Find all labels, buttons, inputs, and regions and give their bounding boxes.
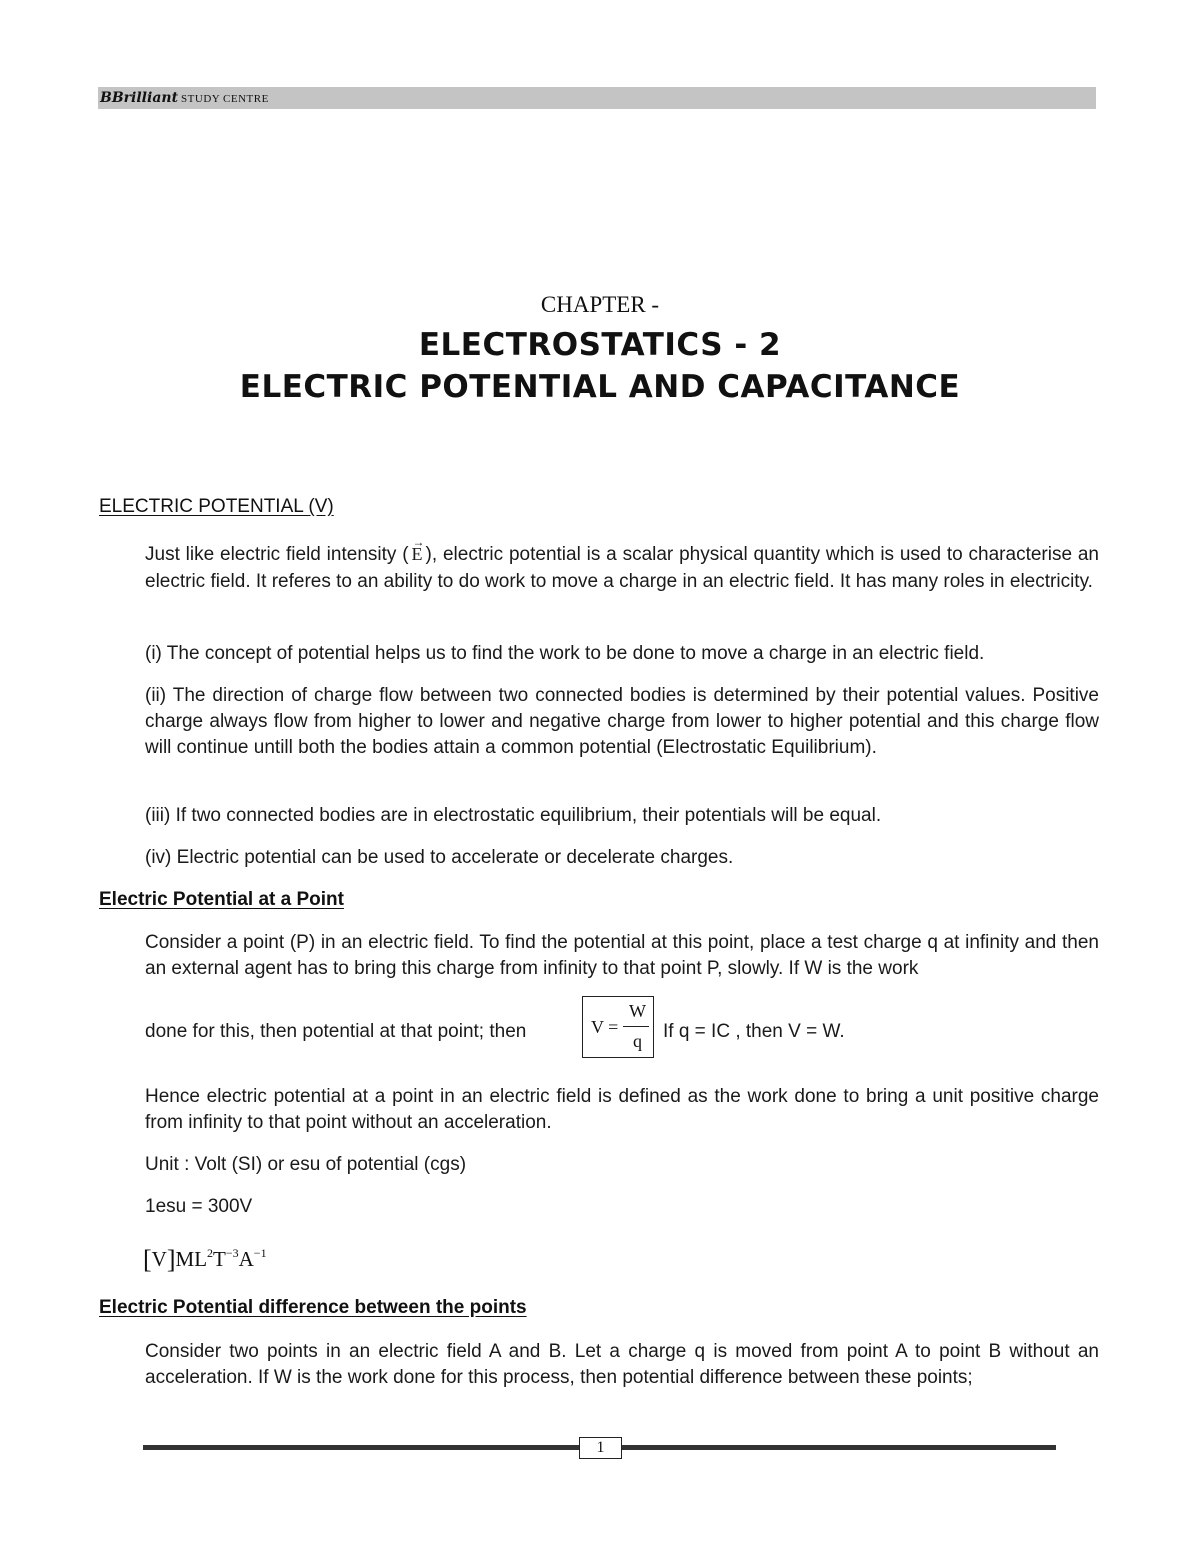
dim-t: T bbox=[213, 1247, 226, 1271]
formula-after-text: If q = IC , then V = W. bbox=[663, 1021, 845, 1042]
dim-base: ML bbox=[175, 1247, 208, 1271]
formula-denominator: q bbox=[633, 1031, 642, 1051]
unit-line: Unit : Volt (SI) or esu of potential (cgs) bbox=[145, 1154, 467, 1175]
paragraph-point-intro: Consider a point (P) in an electric field. To find the potential at this point, place a test charge q at infinity and then an external agent has to bring this charge from infinity to that point P, slowly. If W is the work bbox=[145, 932, 1099, 979]
fraction-bar bbox=[623, 1026, 649, 1027]
chapter-label: CHAPTER - bbox=[540, 292, 660, 317]
page-number: 1 bbox=[579, 1437, 622, 1459]
paragraph-definition: Hence electric potential at a point in an electric field is defined as the work done to bring a unit positive charge from infinity to that point without an acceleration. bbox=[145, 1086, 1099, 1133]
list-item-1: (i) The concept of potential helps us to find the work to be done to move a charge in an electric field. bbox=[145, 643, 985, 664]
dim-exp-l: 2 bbox=[207, 1246, 214, 1260]
dim-symbol: V bbox=[151, 1247, 167, 1271]
potential-formula-box bbox=[582, 996, 654, 1058]
paragraph-intro bbox=[145, 535, 1099, 595]
dim-a: A bbox=[238, 1247, 254, 1271]
dim-exp-a: −1 bbox=[253, 1246, 267, 1260]
bracket-open: [ bbox=[143, 1245, 152, 1274]
section-heading-potential-difference: Electric Potential difference between the points bbox=[99, 1297, 527, 1318]
dimensional-formula bbox=[143, 1245, 267, 1275]
list-item-3: (iii) If two connected bodies are in electrostatic equilibrium, their potentials will be equal. bbox=[145, 805, 882, 826]
electric-field-vector-symbol bbox=[409, 535, 426, 568]
formula-lead-text: done for this, then potential at that point; then bbox=[145, 1021, 527, 1042]
section-heading-electric-potential: ELECTRIC POTENTIAL (V) bbox=[99, 496, 334, 517]
bracket-close: ] bbox=[166, 1245, 176, 1274]
brand-logo: BBrilliant bbox=[100, 90, 179, 106]
dim-exp-t: −3 bbox=[225, 1246, 239, 1260]
formula-numerator: W bbox=[629, 1001, 646, 1021]
paragraph-difference: Consider two points in an electric field A and B. Let a charge q is moved from point A to point B without an acceleration. If W is the work done for this process, then potential difference between these points; bbox=[145, 1341, 1099, 1388]
intro-text-after: ), electric potential is a scalar physical quantity which is used to characterise an electric field. It referes to an ability to do work to move a charge in an electric field. It has many roles in electricity. bbox=[145, 544, 1099, 592]
conversion-line: 1esu = 300V bbox=[145, 1196, 253, 1217]
list-item-2: (ii) The direction of charge flow between two connected bodies is determined by their potential values. Positive charge always flow from higher to lower and negative charge from lower to higher potential and this charge flow will continue untill both the bodies attain a common potential (Electrostatic Equilibrium). bbox=[145, 685, 1099, 758]
section-heading-potential-at-point: Electric Potential at a Point bbox=[99, 889, 344, 910]
chapter-title-line2: ELECTRIC POTENTIAL AND CAPACITANCE bbox=[239, 369, 961, 405]
formula-lhs: V = bbox=[591, 1017, 619, 1037]
list-item-4: (iv) Electric potential can be used to accelerate or decelerate charges. bbox=[145, 847, 734, 868]
brand bbox=[100, 89, 269, 107]
vector-letter: E bbox=[411, 544, 423, 564]
vector-arrow-icon: → bbox=[412, 535, 425, 549]
brand-tagline: STUDY CENTRE bbox=[181, 93, 269, 105]
chapter-title-line1: ELECTROSTATICS - 2 bbox=[418, 327, 782, 363]
intro-text-before: Just like electric field intensity ( bbox=[145, 544, 409, 565]
